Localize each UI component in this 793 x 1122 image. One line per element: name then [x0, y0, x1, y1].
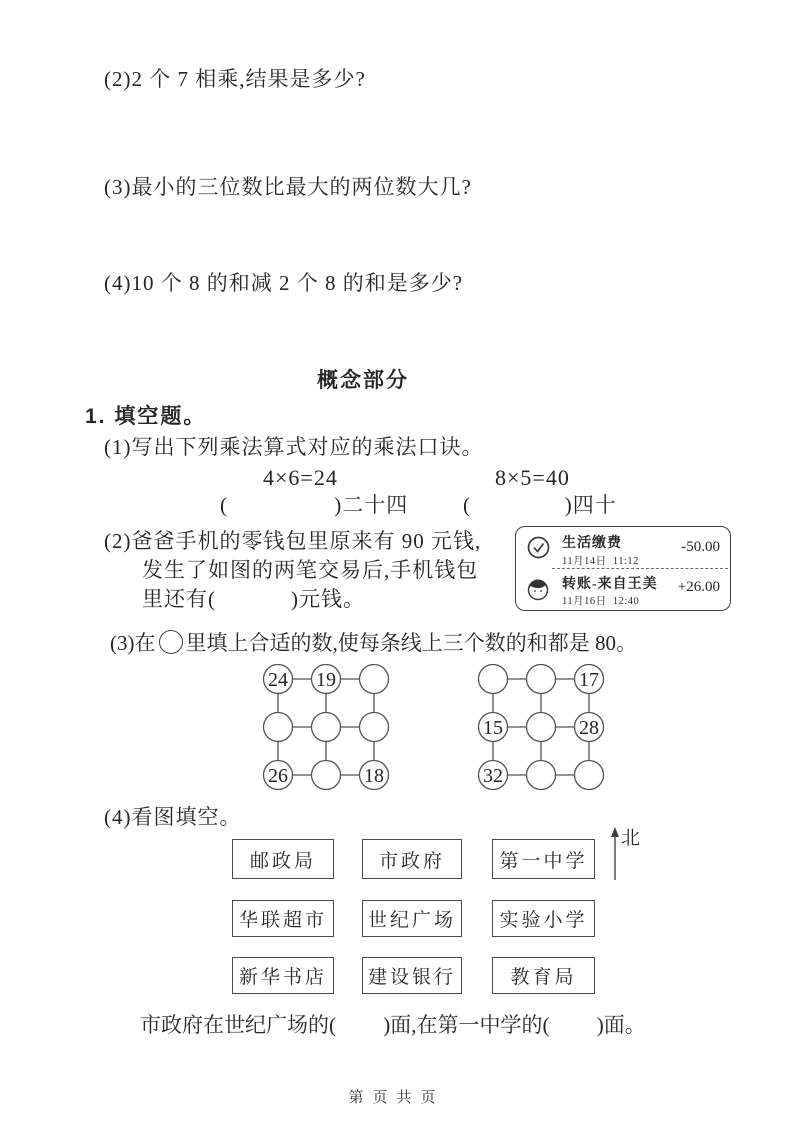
- wallet-row-amount: +26.00: [677, 579, 720, 595]
- sum-grid-right: [477, 664, 609, 792]
- part4-prompt: (4)看图填空。: [104, 805, 242, 829]
- part2-line-3: 里还有( )元钱。: [142, 587, 365, 611]
- building-box-city-hall: 市政府: [362, 839, 462, 879]
- grid-circle: [360, 713, 389, 742]
- grid-value: 15: [483, 717, 503, 739]
- grid-value: 18: [364, 765, 384, 787]
- building-box-no1-middle-school: 第一中学: [492, 839, 595, 879]
- part2-line-1: (2)爸爸手机的零钱包里原来有 90 元钱,: [104, 529, 482, 553]
- grid-value: 19: [316, 669, 336, 691]
- part3-prompt-prefix: (3)在: [110, 631, 156, 655]
- building-box-century-square: 世纪广场: [362, 900, 462, 937]
- part2-line-2: 发生了如图的两笔交易后,手机钱包: [142, 558, 479, 582]
- part3-prompt-suffix: 里填上合适的数,使每条线上三个数的和都是 80。: [185, 631, 637, 655]
- building-box-xinhua-bookstore: 新华书店: [232, 957, 334, 994]
- building-box-hualian-supermarket: 华联超市: [232, 900, 334, 937]
- equation-left: 4×6=24: [263, 465, 338, 490]
- building-box-construction-bank: 建设银行: [362, 957, 462, 994]
- north-label: 北: [621, 828, 641, 849]
- grid-circle: [312, 713, 341, 742]
- part4-question: 市政府在世纪广场的( )面,在第一中学的( )面。: [140, 1013, 646, 1037]
- grid-circle: [527, 665, 556, 694]
- sum-grid-left: [262, 664, 394, 792]
- grid-circle: [527, 761, 556, 790]
- wallet-transactions-box: [515, 526, 731, 611]
- grid-value: 24: [268, 669, 288, 691]
- equation-right: 8×5=40: [495, 465, 570, 490]
- question-2: (2)2 个 7 相乘,结果是多少?: [104, 67, 366, 91]
- wallet-divider: [552, 568, 728, 569]
- footer-page-text: 第页共页: [348, 1089, 445, 1106]
- grid-circle: [360, 665, 389, 694]
- grid-circle: [479, 665, 508, 694]
- wallet-row-amount: -50.00: [681, 539, 720, 555]
- avatar-icon: [524, 575, 552, 603]
- payment-icon: [525, 534, 552, 561]
- grid-value: 17: [579, 669, 599, 691]
- oral-formula-blank-right: ( )四十: [463, 493, 617, 517]
- part1-prompt: (1)写出下列乘法算式对应的乘法口诀。: [104, 435, 484, 459]
- wallet-row-title: 转账-来自王美: [562, 577, 658, 592]
- building-box-experimental-primary-school: 实验小学: [492, 900, 595, 937]
- grid-circle: [312, 761, 341, 790]
- grid-circle: [575, 761, 604, 790]
- question-4: (4)10 个 8 的和减 2 个 8 的和是多少?: [104, 271, 464, 295]
- wallet-row-title: 生活缴费: [562, 536, 622, 551]
- part3-prompt: [110, 630, 637, 656]
- grid-value: 32: [483, 765, 503, 787]
- wallet-row-date: 11月16日 12:40: [562, 596, 640, 607]
- wallet-row-date: 11月14日 11:12: [562, 556, 639, 567]
- grid-value: 26: [268, 765, 288, 787]
- building-box-post-office: 邮政局: [232, 839, 334, 879]
- section-title: 概念部分: [317, 369, 409, 392]
- blank-circle-icon: [159, 630, 183, 654]
- grid-value: 28: [579, 717, 599, 739]
- fill-in-heading: 1. 填空题。: [85, 405, 207, 428]
- building-box-education-bureau: 教育局: [492, 957, 595, 994]
- question-3: (3)最小的三位数比最大的两位数大几?: [104, 175, 472, 199]
- grid-circle: [264, 713, 293, 742]
- oral-formula-blank-left: ( )二十四: [220, 493, 409, 517]
- grid-circle: [527, 713, 556, 742]
